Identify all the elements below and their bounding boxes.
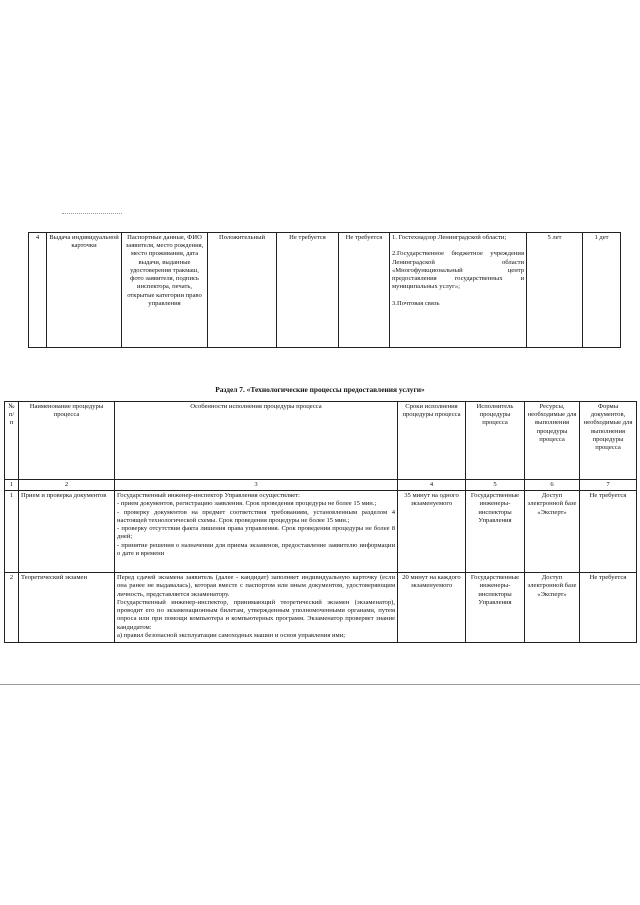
row-number: 1 — [5, 491, 19, 573]
procedure-forms: Не требуется — [580, 573, 637, 643]
storage-term-authority: 5 лет — [527, 233, 583, 348]
page-edge-line — [0, 684, 640, 685]
table-header-row — [5, 402, 637, 480]
section-title: Раздел 7. «Технологические процессы предоставления услуги» — [215, 385, 425, 394]
header-name: Наименование процедуры процесса — [19, 402, 115, 480]
top-table — [28, 232, 621, 348]
header-num: № п/ п — [5, 402, 19, 480]
procedure-executor: Государственные инженеры-инспекторы Управления — [466, 491, 525, 573]
column-number: 2 — [19, 480, 115, 491]
result-requirements: Паспортные данные, ФИО заявителя, место рождения, место проживания, дата выдачи, выданные удостоверения тракмаш, фото заявителя, подпись инспектора, печать, открытые категории право управления — [122, 233, 208, 348]
header-forms: Формы документов, необходимые для выполнения процедуры процесса — [580, 402, 637, 480]
process-table — [4, 401, 637, 643]
header-executor: Исполнитель процедуры процесса — [466, 402, 525, 480]
row-number: 2 — [5, 573, 19, 643]
header-desc: Особенности исполнения процедуры процесса — [115, 402, 398, 480]
procedure-description: Перед сдачей экзамена заявитель (далее - кандидат) заполняет индивидуальную карточку (если она ранее не выдавалась), которая вместе с паспортом или иным документом, удостоверяющим личность, представляется экзаменатору. Государственный инженер-инспектор, принимающий теоретический экзамен (экзаменатор), проводит его по экзаменационным билетам, утвержденным уполномоченными органами, путем опроса или при помощи компьютера и компьютерных программ. Экзаменатор проверяет знание кандидатом: а) правил безопасной эксплуатации самоходных машин и основ управления ими; — [115, 573, 398, 643]
document-form: Не требуется — [277, 233, 339, 348]
column-number: 4 — [398, 480, 466, 491]
procedure-name: Прием и проверка документов — [19, 491, 115, 573]
table-row — [29, 233, 621, 348]
storage-term-mfc: 1 дет — [583, 233, 621, 348]
procedure-description: Государственный инженер-инспектор Управления осуществляет: - прием документов, регистрацию заявления. Срок проведения процедуры не более 15 мин.; - проверку документов на предмет соответствия требованиям, установленным разделом 4 настоящей технологической схемы. Срок проведения процедуры не более 15 мин.; - проверку отсутствия факта лишения права управления. Срок проведения процедуры не более 8 дней; - принятие решения о назначении для приема экзаменов, предоставление заявителю информации о дате и времени — [115, 491, 398, 573]
column-number-row — [5, 480, 637, 491]
procedure-resources: Доступ электронной базе «Эксперт» — [525, 491, 580, 573]
header-term: Сроки исполнения процедуры процесса — [398, 402, 466, 480]
procedure-name: Теоретический экзамен — [19, 573, 115, 643]
result-channels: 1. Гостехнадзор Ленинградской области; 2.Государственное бюджетное учреждения Ленинградской области «Многофункциональный центр предоставления государственных и муниципальных услуг»; 3.Почтовая связь — [390, 233, 527, 348]
document-sample: Не требуется — [339, 233, 390, 348]
table-row — [5, 573, 637, 643]
column-number: 6 — [525, 480, 580, 491]
result-type: Положительный — [208, 233, 277, 348]
procedure-forms: Не требуется — [580, 491, 637, 573]
scan-mark — [62, 213, 122, 214]
row-number: 4 — [29, 233, 47, 348]
procedure-term: 20 минут на каждого экзаменуемого — [398, 573, 466, 643]
procedure-executor: Государственные инженеры-инспекторы Управления — [466, 573, 525, 643]
procedure-term: 35 минут на одного экзаменуемого — [398, 491, 466, 573]
column-number: 5 — [466, 480, 525, 491]
column-number: 3 — [115, 480, 398, 491]
header-resources: Ресурсы, необходимые для выполнения процедуры процесса — [525, 402, 580, 480]
column-number: 7 — [580, 480, 637, 491]
table-row — [5, 491, 637, 573]
column-number: 1 — [5, 480, 19, 491]
subservice-result: Выдача индивидуальной карточки — [47, 233, 122, 348]
procedure-resources: Доступ электронной базе «Эксперт» — [525, 573, 580, 643]
